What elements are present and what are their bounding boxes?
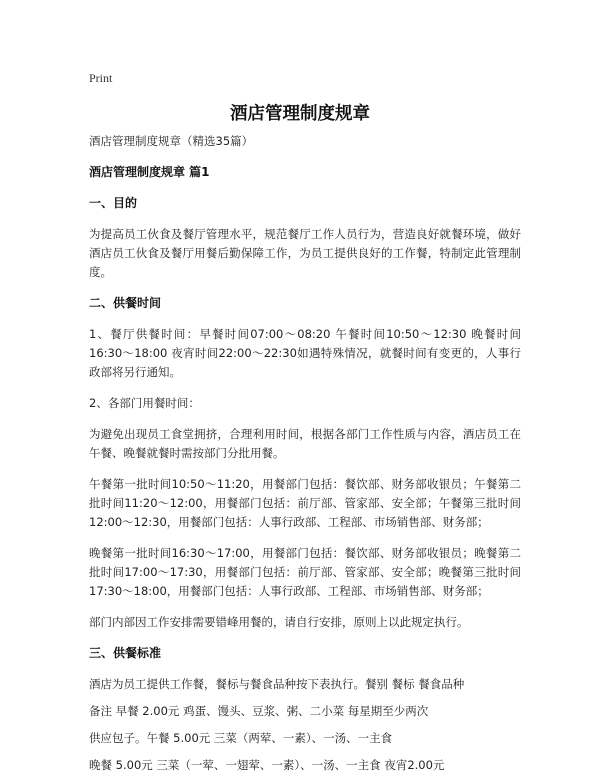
section-1-heading: 一、目的 (89, 196, 138, 210)
section-3-paragraph-3: 供应包子。午餐 5.00元 三菜（两荤、一素）、一汤、一主食 (89, 731, 393, 745)
section-3-paragraph-1: 酒店为员工提供工作餐，餐标与餐食品种按下表执行。餐别 餐标 餐食品种 (89, 677, 465, 691)
section-1-text: 为提高员工伙食及餐厅管理水平，规范餐厅工作人员行为，营造良好就餐环境，做好酒店员工伙食及餐厅用餐后勤保障工作，为员工提供良好的工作餐，特制定此管理制度。 (89, 227, 521, 279)
print-label[interactable]: Print (89, 71, 113, 85)
document-body (89, 132, 521, 783)
section-2-paragraph-3: 为避免出现员工食堂拥挤，合理利用时间，根据各部门工作性质与内容，酒店员工在午餐、晚餐就餐时需按部门分批用餐。 (89, 427, 521, 460)
section-2-heading: 二、供餐时间 (89, 296, 162, 310)
section-3-paragraph-4: 晚餐 5.00元 三菜（一荤、一翅荤、一素）、一汤、一主食 夜宵2.00元 (89, 758, 445, 772)
section-3-heading: 三、供餐标准 (89, 646, 162, 660)
section-2-paragraph-5: 晚餐第一批时间16:30～17:00，用餐部门包括：餐饮部、财务部收银员；晚餐第二批时间17:00～17:30，用餐部门包括：前厅部、管家部、安全部；晚餐第三批时间17:30～18:00，用餐部门包括：人事行政部、工程部、市场销售部、财务部； (89, 546, 521, 598)
section-2-paragraph-2: 2、各部门用餐时间： (89, 396, 200, 410)
section-2-paragraph-6: 部门内部因工作安排需要错峰用餐的，请自行安排，原则上以此规定执行。 (89, 615, 469, 629)
article-heading: 酒店管理制度规章 篇1 (89, 165, 210, 179)
section-2-paragraph-1: 1、餐厅供餐时间：早餐时间07:00～08:20 午餐时间10:50～12:30 晚餐时间16:30～18:00 夜宵时间22:00～22:30如遇特殊情况，就餐时间有变更的，人事行政部将另行通知。 (89, 327, 521, 379)
section-3-paragraph-2: 备注 早餐 2.00元 鸡蛋、馒头、豆浆、粥、二小菜 每星期至少两次 (89, 704, 429, 718)
section-2-paragraph-4: 午餐第一批时间10:50～11:20，用餐部门包括：餐饮部、财务部收银员；午餐第二批时间11:20～12:00，用餐部门包括：前厅部、管家部、安全部；午餐第三批时间12:00～12:30，用餐部门包括：人事行政部、工程部、市场销售部、财务部； (89, 477, 521, 529)
subtitle: 酒店管理制度规章（精选35篇） (89, 134, 254, 148)
page-title: 酒店管理制度规章 (230, 104, 370, 124)
